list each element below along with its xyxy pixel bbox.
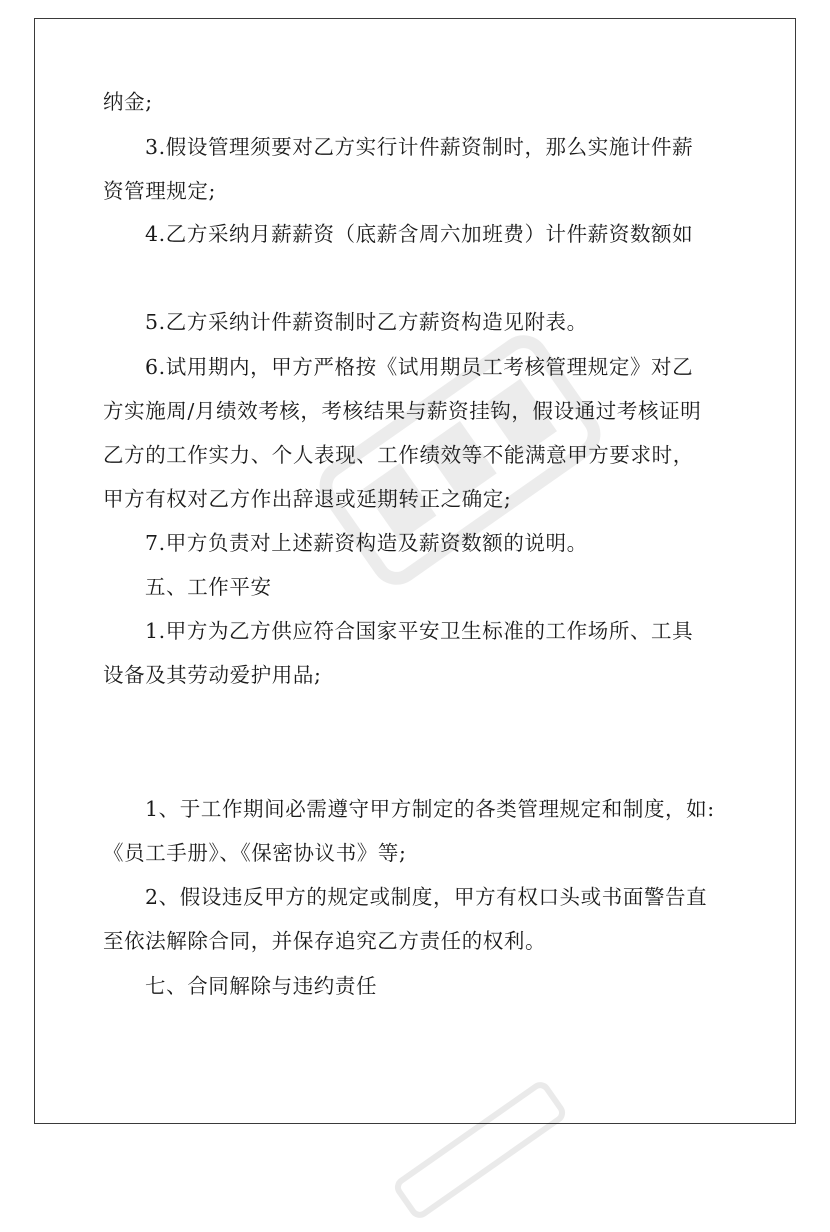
text-line-14: 1、于工作期间必需遵守甲方制定的各类管理规定和制度，如: xyxy=(145,797,715,821)
text-line-5: 5.乙方采纳计件薪资制时乙方薪资构造见附表。 xyxy=(145,310,588,334)
text-line-7: 方实施周/月绩效考核，考核结果与薪资挂钩，假设通过考核证明 xyxy=(103,399,702,423)
text-line-2: 3.假设管理须要对乙方实行计件薪资制时，那么实施计件薪 xyxy=(145,135,694,159)
section-heading-7: 七、合同解除与违约责任 xyxy=(145,974,378,998)
text-line-1: 纳金; xyxy=(103,90,153,114)
section-heading-5: 五、工作平安 xyxy=(145,575,272,599)
text-line-13: 设备及其劳动爱护用品; xyxy=(103,663,322,687)
text-line-3: 资管理规定; xyxy=(103,179,217,203)
text-line-12: 1.甲方为乙方供应符合国家平安卫生标准的工作场所、工具 xyxy=(145,619,694,643)
text-line-10: 7.甲方负责对上述薪资构造及薪资数额的说明。 xyxy=(145,531,588,555)
text-line-8: 乙方的工作实力、个人表现、工作绩效等不能满意甲方要求时， xyxy=(103,443,694,467)
text-line-6: 6.试用期内，甲方严格按《试用期员工考核管理规定》对乙 xyxy=(145,355,694,379)
text-line-17: 至依法解除合同，并保存追究乙方责任的权利。 xyxy=(103,929,547,953)
text-line-15: 《员工手册》、《保密协议书》等; xyxy=(103,841,407,865)
text-line-16: 2、假设违反甲方的规定或制度，甲方有权口头或书面警告直 xyxy=(145,885,708,909)
text-line-9: 甲方有权对乙方作出辞退或延期转正之确定; xyxy=(103,487,512,511)
text-line-4: 4.乙方采纳月薪薪资（底薪含周六加班费）计件薪资数额如 xyxy=(145,222,694,246)
